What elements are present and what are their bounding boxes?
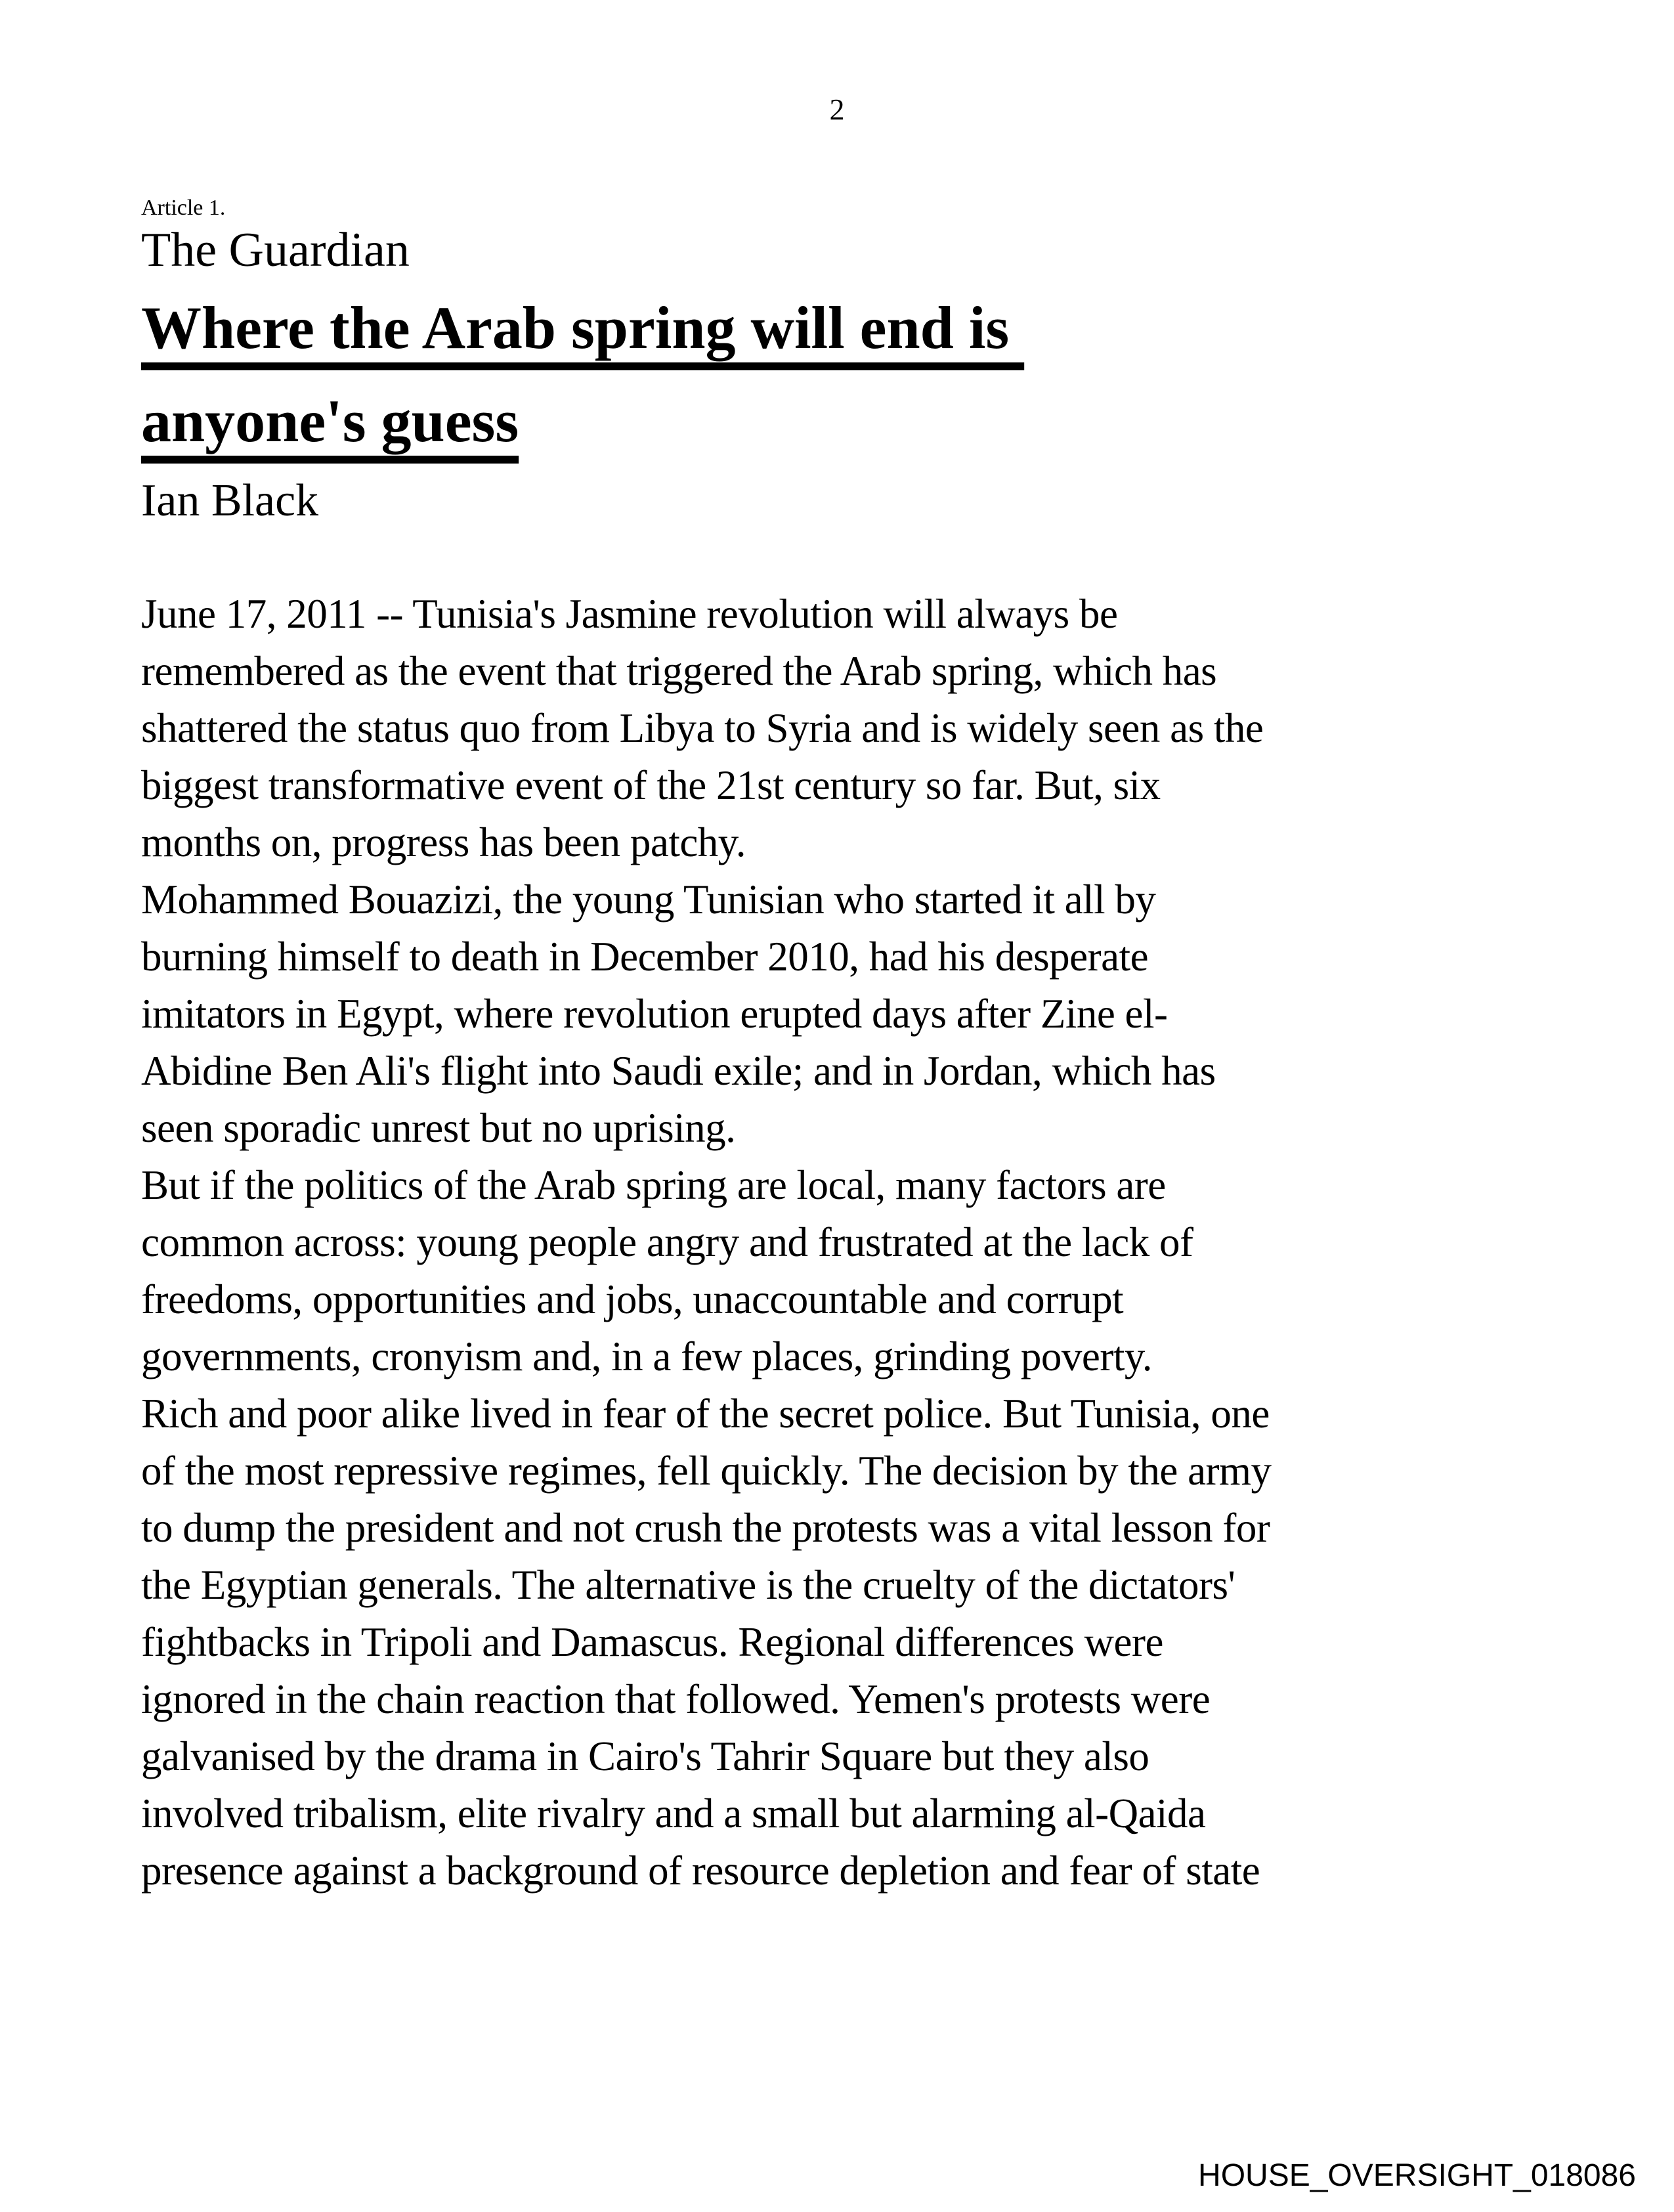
article-title-line-2 [141, 374, 1572, 467]
article-source: The Guardian [141, 223, 410, 277]
paragraph-4 [141, 1385, 1572, 1899]
body-line: ignored in the chain reaction that followed. Yemen's protests were [141, 1676, 1211, 1722]
body-line: months on, progress has been patchy. [141, 819, 746, 865]
article-title [141, 281, 1572, 467]
article-byline: Ian Black [141, 475, 319, 526]
body-line: fightbacks in Tripoli and Damascus. Regional differences were [141, 1619, 1163, 1665]
body-line: imitators in Egypt, where revolution erupted days after Zine el- [141, 991, 1168, 1037]
paragraph-2 [141, 871, 1572, 1157]
body-line: freedoms, opportunities and jobs, unaccountable and corrupt [141, 1276, 1124, 1322]
body-line: remembered as the event that triggered the Arab spring, which has [141, 648, 1217, 694]
paragraph-1 [141, 586, 1572, 871]
body-line: biggest transformative event of the 21st century so far. But, six [141, 762, 1161, 808]
body-line: to dump the president and not crush the protests was a vital lesson for [141, 1505, 1270, 1551]
body-line: June 17, 2011 -- Tunisia's Jasmine revolution will always be [141, 591, 1118, 637]
body-line: burning himself to death in December 2010, had his desperate [141, 934, 1149, 980]
body-line: seen sporadic unrest but no uprising. [141, 1105, 736, 1151]
body-line: Abidine Ben Ali's flight into Saudi exile; and in Jordan, which has [141, 1048, 1216, 1094]
article-body [141, 586, 1572, 1899]
body-line: governments, cronyism and, in a few places, grinding poverty. [141, 1334, 1153, 1379]
body-line: common across: young people angry and frustrated at the lack of [141, 1219, 1193, 1265]
body-line: presence against a background of resource depletion and fear of state [141, 1848, 1260, 1894]
paragraph-3 [141, 1157, 1572, 1385]
page-number: 2 [829, 93, 845, 126]
body-line: involved tribalism, elite rivalry and a small but alarming al-Qaida [141, 1790, 1206, 1836]
body-line: But if the politics of the Arab spring are local, many factors are [141, 1162, 1166, 1208]
bates-number: HOUSE_OVERSIGHT_018086 [1198, 2158, 1636, 2194]
body-line: shattered the status quo from Libya to Syria and is widely seen as the [141, 705, 1264, 751]
body-line: Rich and poor alike lived in fear of the secret police. But Tunisia, one [141, 1391, 1270, 1437]
body-line: Mohammed Bouazizi, the young Tunisian who started it all by [141, 877, 1156, 922]
article-title-line-1-text: Where the Arab spring will end is [141, 294, 1025, 361]
article [141, 194, 1572, 1899]
body-line: of the most repressive regimes, fell quickly. The decision by the army [141, 1448, 1272, 1494]
article-title-line-1 [141, 281, 1572, 374]
article-title-line-2-text: anyone's guess [141, 387, 519, 454]
body-line: the Egyptian generals. The alternative is the cruelty of the dictators' [141, 1562, 1235, 1608]
body-line: galvanised by the drama in Cairo's Tahrir Square but they also [141, 1733, 1149, 1779]
article-label: Article 1. [141, 196, 226, 220]
